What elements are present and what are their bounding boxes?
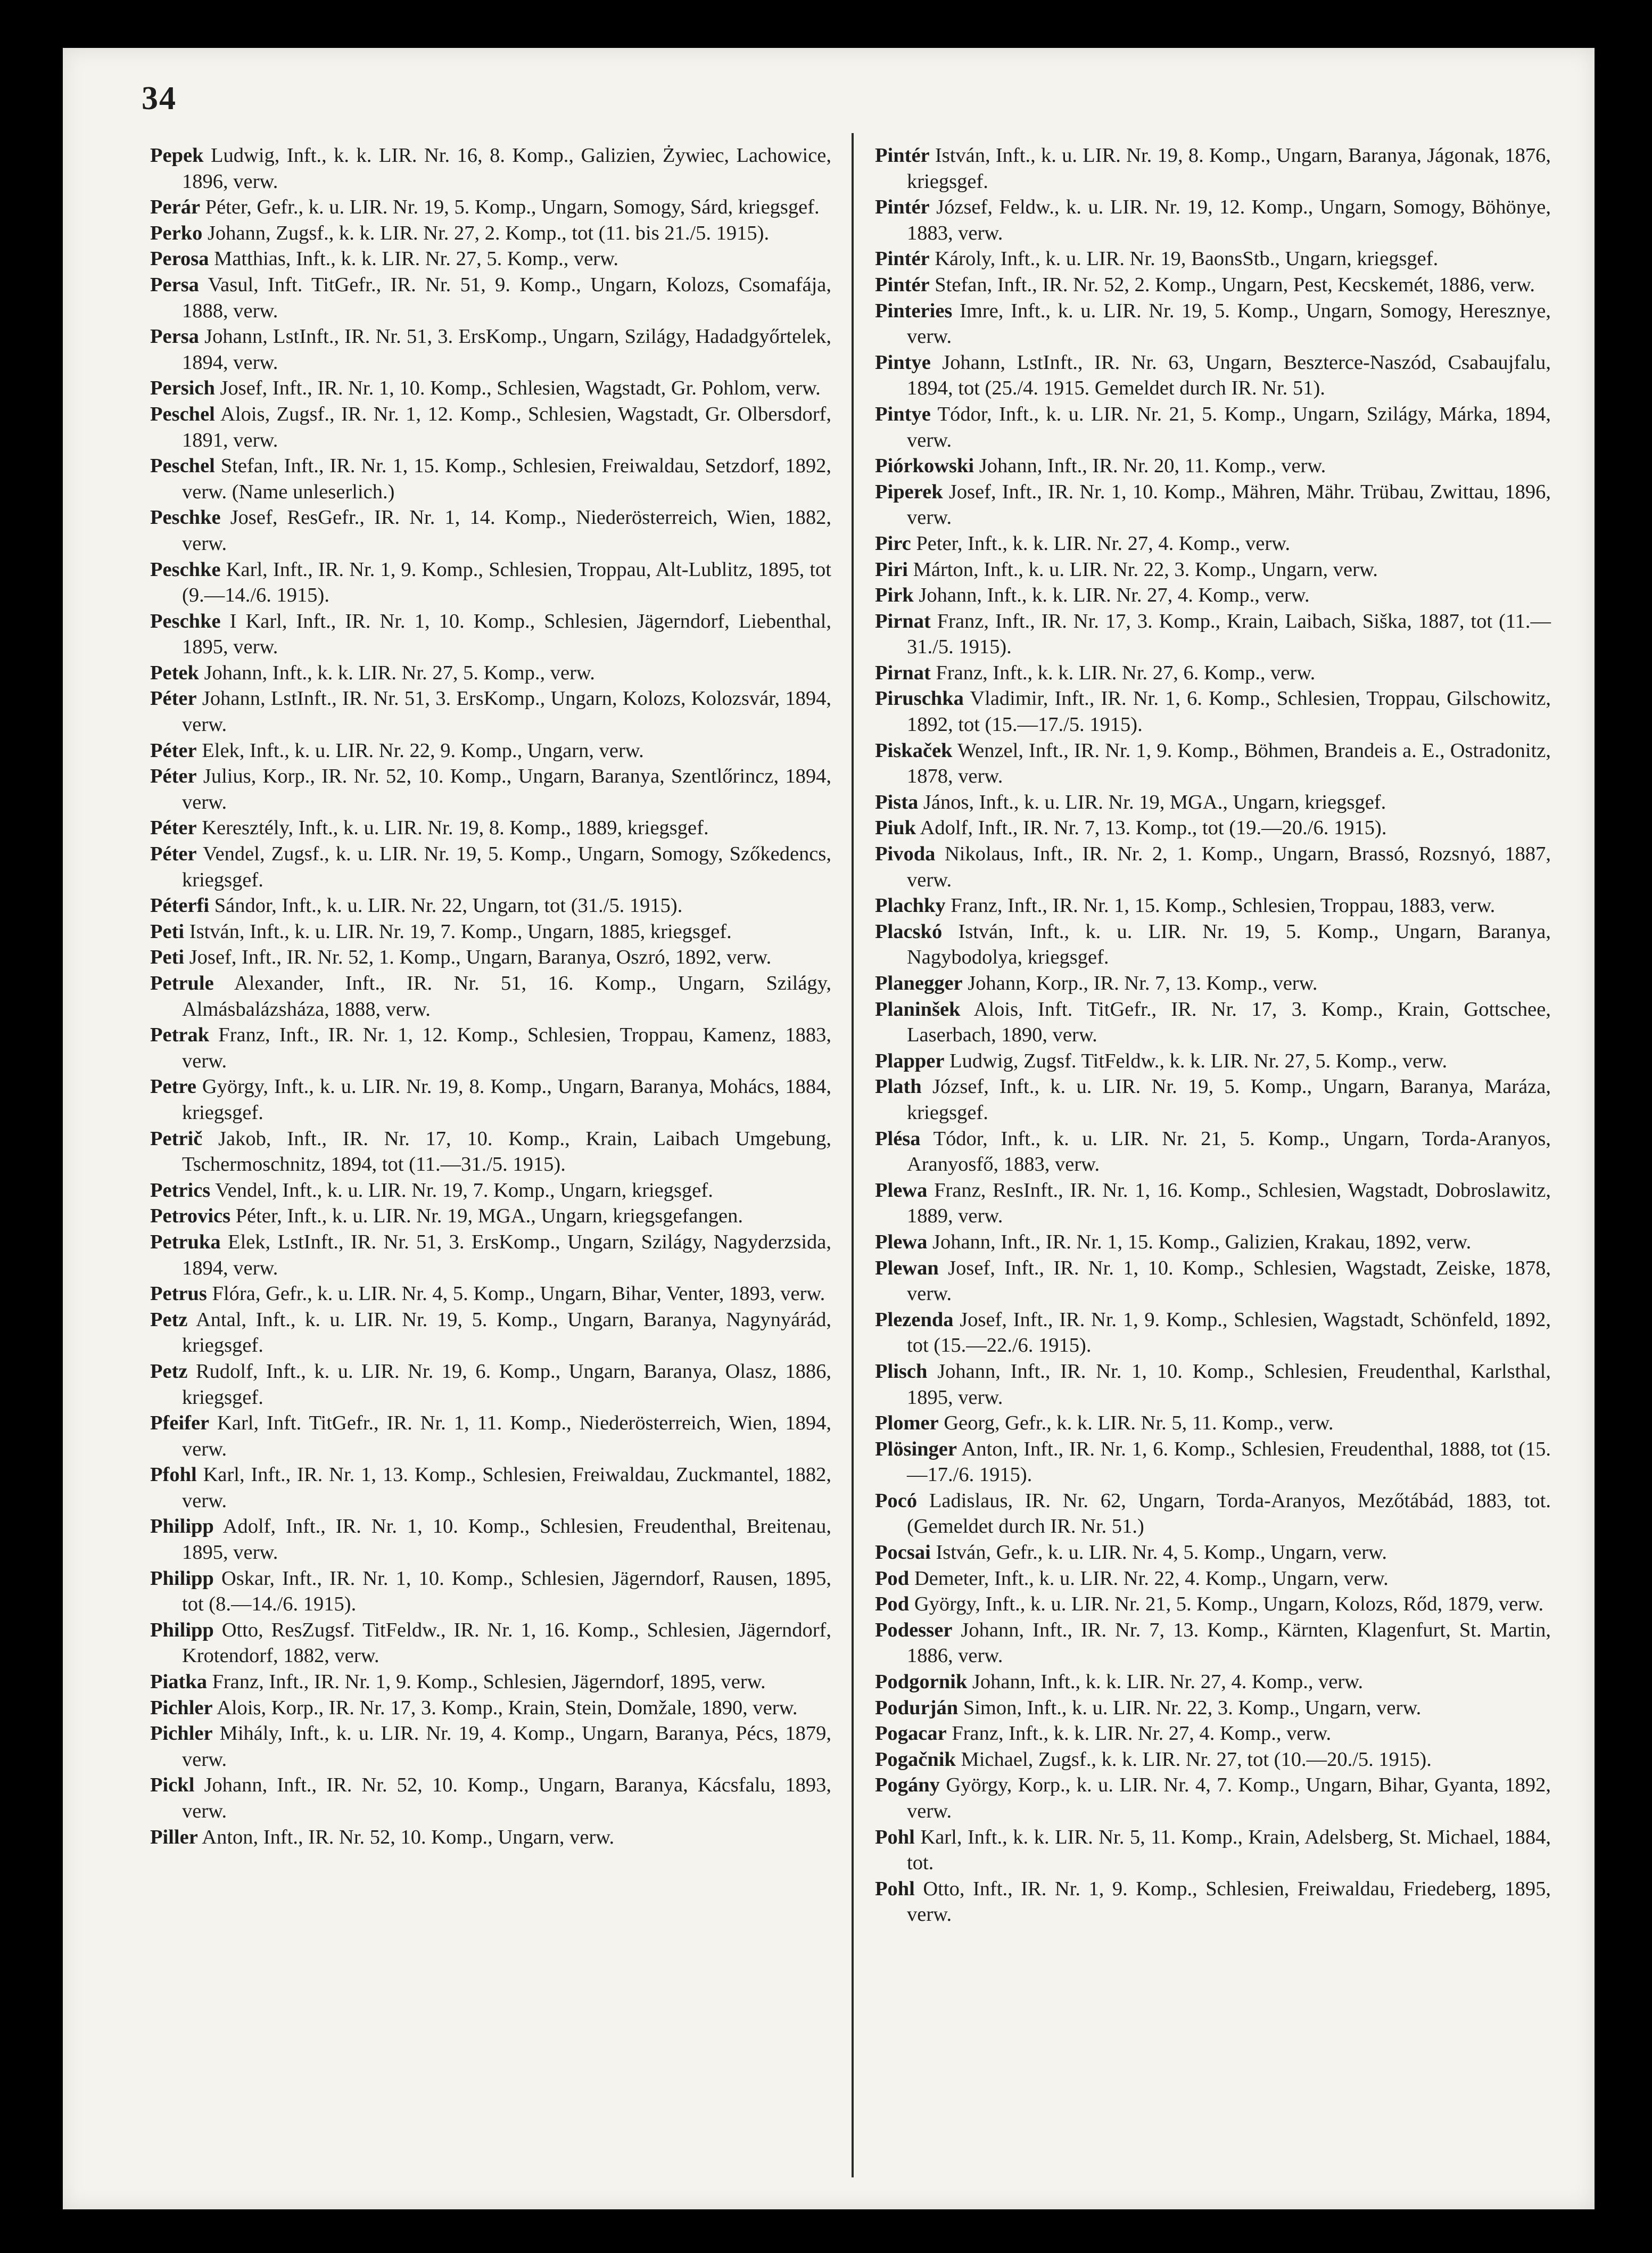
list-item [875, 893, 1551, 919]
entry-details: Josef, Inft., IR. Nr. 1, 10. Komp., Schlesien, Wagstadt, Zeiske, 1878, verw. [907, 1256, 1551, 1305]
entry-surname: Persa [150, 325, 199, 348]
document-page [63, 48, 1595, 2209]
entry-details: Johann, Inft., IR. Nr. 7, 13. Komp., Kärnten, Klagenfurt, St. Martin, 1886, verw. [907, 1618, 1551, 1667]
left-column [150, 143, 831, 1850]
list-item [875, 1126, 1551, 1178]
entry-surname: Pirnat [875, 610, 931, 632]
entry-details: István, Inft., k. u. LIR. Nr. 19, 7. Komp., Ungarn, 1885, kriegsgef. [184, 920, 732, 943]
entry-surname: Peschke [150, 610, 221, 632]
list-item [875, 686, 1551, 737]
entry-details: Anton, Inft., IR. Nr. 1, 6. Komp., Schlesien, Freudenthal, 1888, tot (15.—17./6. 1915). [907, 1437, 1551, 1486]
entry-surname: Plath [875, 1075, 922, 1098]
entry-details: Georg, Gefr., k. k. LIR. Nr. 5, 11. Komp., verw. [938, 1412, 1334, 1435]
entry-details: Johann, Inft., IR. Nr. 20, 11. Komp., verw. [974, 455, 1326, 478]
entry-surname: Podgornik [875, 1671, 968, 1693]
entry-details: Johann, Inft., k. k. LIR. Nr. 27, 4. Komp., verw. [913, 584, 1310, 607]
list-item [150, 1669, 831, 1695]
list-item [875, 246, 1551, 272]
entry-details: I Karl, Inft., IR. Nr. 1, 10. Komp., Schlesien, Jägerndorf, Liebenthal, 1895, verw. [182, 610, 831, 659]
entry-details: Franz, Inft., IR. Nr. 1, 9. Komp., Schlesien, Jägerndorf, 1895, verw. [206, 1671, 766, 1693]
entry-details: Johann, LstInft., IR. Nr. 51, 3. ErsKomp., Ungarn, Szilágy, Hadadgyőrtelek, 1894, verw. [182, 325, 831, 374]
entry-details: Johann, Inft., k. k. LIR. Nr. 27, 5. Komp., verw. [199, 661, 595, 684]
list-item [150, 1824, 831, 1851]
entry-surname: Plisch [875, 1360, 928, 1383]
entry-surname: Petrič [150, 1127, 203, 1150]
list-item [150, 686, 831, 737]
entry-surname: Petre [150, 1075, 196, 1098]
entry-details: Adolf, Inft., IR. Nr. 1, 10. Komp., Schlesien, Freudenthal, Breitenau, 1895, verw. [182, 1515, 831, 1564]
list-item [150, 1721, 831, 1772]
entry-surname: Pintér [875, 196, 930, 219]
entry-surname: Plezenda [875, 1308, 954, 1331]
entry-details: Franz, Inft., IR. Nr. 1, 12. Komp., Schlesien, Troppau, Kamenz, 1883, verw. [182, 1024, 831, 1072]
list-item [150, 660, 831, 686]
entry-details: Péter, Gefr., k. u. LIR. Nr. 19, 5. Komp., Ungarn, Somogy, Sárd, kriegsgef. [200, 196, 820, 219]
list-item [875, 531, 1551, 557]
entry-surname: Pintye [875, 402, 931, 425]
entry-details: Karl, Inft. TitGefr., IR. Nr. 1, 11. Komp., Niederösterreich, Wien, 1894, verw. [182, 1412, 831, 1460]
entry-details: Otto, Inft., IR. Nr. 1, 9. Komp., Schlesien, Freiwaldau, Friedeberg, 1895, verw. [907, 1877, 1551, 1926]
list-item [875, 1721, 1551, 1747]
entry-surname: Péterfi [150, 894, 210, 917]
entry-details: Anton, Inft., IR. Nr. 52, 10. Komp., Ungarn, verw. [197, 1826, 615, 1848]
list-item [875, 298, 1551, 350]
list-item [875, 1436, 1551, 1488]
entry-details: Michael, Zugsf., k. k. LIR. Nr. 27, tot (10.—20./5. 1915). [955, 1748, 1432, 1771]
list-item [150, 401, 831, 453]
page-number: 34 [142, 80, 177, 117]
entry-details: Jakob, Inft., IR. Nr. 17, 10. Komp., Krain, Laibach Umgebung, Tschermoschnitz, 1894, tot (11.—31./5. 1915). [182, 1127, 831, 1176]
entry-details: Wenzel, Inft., IR. Nr. 1, 9. Komp., Böhmen, Brandeis a. E., Ostradonitz, 1878, verw. [907, 739, 1551, 788]
entry-details: János, Inft., k. u. LIR. Nr. 19, MGA., Ungarn, kriegsgef. [918, 791, 1386, 813]
entry-surname: Pichler [150, 1696, 213, 1719]
entry-details: Mihály, Inft., k. u. LIR. Nr. 19, 4. Komp., Ungarn, Baranya, Pécs, 1879, verw. [182, 1722, 831, 1771]
entry-surname: Persa [150, 273, 199, 296]
entry-surname: Peschke [150, 558, 221, 581]
entry-surname: Placskó [875, 920, 943, 943]
list-item [150, 763, 831, 815]
list-item [150, 557, 831, 609]
entry-surname: Pintér [875, 248, 930, 270]
entry-details: Johann, LstInft., IR. Nr. 63, Ungarn, Beszterce-Naszód, Csabaujfalu, 1894, tot (25./4. 1915. Gemeldet durch IR. Nr. 51). [907, 351, 1551, 400]
entry-surname: Podurján [875, 1696, 959, 1719]
entry-surname: Plomer [875, 1412, 939, 1435]
entry-surname: Pod [875, 1567, 910, 1590]
entry-surname: Pfohl [150, 1463, 197, 1486]
entry-details: Keresztély, Inft., k. u. LIR. Nr. 19, 8. Komp., 1889, kriegsgef. [196, 817, 709, 840]
entry-surname: Petz [150, 1308, 188, 1331]
entry-surname: Pintér [875, 273, 930, 296]
entry-details: Alois, Inft. TitGefr., IR. Nr. 17, 3. Komp., Krain, Gottschee, Laserbach, 1890, verw. [907, 998, 1551, 1047]
entry-surname: Pohl [875, 1826, 915, 1848]
list-item [875, 1074, 1551, 1125]
entry-details: Márton, Inft., k. u. LIR. Nr. 22, 3. Komp., Ungarn, verw. [908, 558, 1378, 581]
entry-surname: Petrics [150, 1179, 211, 1202]
entry-details: Flóra, Gefr., k. u. LIR. Nr. 4, 5. Komp., Ungarn, Bihar, Venter, 1893, verw. [206, 1282, 825, 1305]
entry-details: Sándor, Inft., k. u. LIR. Nr. 22, Ungarn, tot (31./5. 1915). [209, 894, 683, 917]
entry-surname: Piperek [875, 480, 943, 503]
list-item [150, 324, 831, 375]
list-item [150, 1307, 831, 1359]
entry-details: Alois, Zugsf., IR. Nr. 1, 12. Komp., Schlesien, Wagstadt, Gr. Olbersdorf, 1891, verw. [182, 402, 831, 451]
entry-details: Vladimir, Inft., IR. Nr. 1, 6. Komp., Schlesien, Troppau, Gilschowitz, 1892, tot (15.—17./5. 1915). [907, 687, 1551, 736]
list-item [875, 841, 1551, 893]
entry-details: Matthias, Inft., k. k. LIR. Nr. 27, 5. Komp., verw. [209, 248, 619, 270]
entry-surname: Pogačnik [875, 1748, 956, 1771]
list-item [875, 738, 1551, 790]
entry-surname: Pintye [875, 351, 931, 374]
list-item [150, 1126, 831, 1178]
list-item [150, 1695, 831, 1721]
entry-details: Rudolf, Inft., k. u. LIR. Nr. 19, 6. Komp., Ungarn, Baranya, Olasz, 1886, kriegsgef. [182, 1360, 831, 1409]
entry-surname: Podesser [875, 1618, 953, 1641]
list-item [150, 453, 831, 505]
list-item [875, 453, 1551, 479]
entry-surname: Pirc [875, 532, 911, 555]
entry-surname: Philipp [150, 1515, 214, 1538]
entry-details: Antal, Inft., k. u. LIR. Nr. 19, 5. Komp., Ungarn, Baranya, Nagynyárád, kriegsgef. [182, 1308, 831, 1357]
entry-surname: Pogacar [875, 1722, 947, 1745]
entry-details: Karl, Inft., k. k. LIR. Nr. 5, 11. Komp., Krain, Adelsberg, St. Michael, 1884, tot. [907, 1826, 1551, 1874]
entry-details: György, Korp., k. u. LIR. Nr. 4, 7. Komp., Ungarn, Bihar, Gyanta, 1892, verw. [907, 1774, 1551, 1822]
list-item [875, 815, 1551, 841]
list-item [875, 609, 1551, 660]
entry-details: Alois, Korp., IR. Nr. 17, 3. Komp., Krain, Stein, Domžale, 1890, verw. [212, 1696, 798, 1719]
list-item [875, 1591, 1551, 1617]
entry-details: Károly, Inft., k. u. LIR. Nr. 19, BaonsStb., Ungarn, kriegsgef. [929, 248, 1439, 270]
entry-surname: Peti [150, 920, 185, 943]
list-item [150, 1203, 831, 1229]
entry-surname: Plewa [875, 1230, 928, 1253]
entry-surname: Plewa [875, 1179, 928, 1202]
entry-details: Josef, Inft., IR. Nr. 1, 9. Komp., Schlesien, Wagstadt, Schönfeld, 1892, tot (15.—22./6. 1915). [907, 1308, 1551, 1357]
list-item [875, 790, 1551, 816]
entry-surname: Pocsai [875, 1541, 931, 1564]
entry-details: Josef, ResGefr., IR. Nr. 1, 14. Komp., Niederösterreich, Wien, 1882, verw. [182, 506, 831, 555]
list-item [875, 1410, 1551, 1436]
entry-surname: Peschel [150, 402, 215, 425]
entry-details: Ludwig, Inft., k. k. LIR. Nr. 16, 8. Komp., Galizien, Żywiec, Lachowice, 1896, verw. [182, 144, 831, 193]
entry-details: Karl, Inft., IR. Nr. 1, 13. Komp., Schlesien, Freiwaldau, Zuckmantel, 1882, verw. [182, 1463, 831, 1512]
entry-details: Franz, Inft., k. k. LIR. Nr. 27, 4. Komp., verw. [946, 1722, 1332, 1745]
list-item [150, 1022, 831, 1074]
list-item [875, 1178, 1551, 1229]
entry-details: Tódor, Inft., k. u. LIR. Nr. 21, 5. Komp., Ungarn, Torda-Aranyos, Aranyosfő, 1883, verw. [907, 1127, 1551, 1176]
entry-surname: Perár [150, 196, 201, 219]
list-item [875, 1359, 1551, 1410]
list-item [875, 1669, 1551, 1695]
list-item [150, 738, 831, 764]
entry-surname: Petrovics [150, 1205, 231, 1228]
list-item [150, 246, 831, 272]
list-item [875, 582, 1551, 609]
entry-surname: Peschel [150, 455, 215, 478]
entry-surname: Planinšek [875, 998, 961, 1021]
entry-surname: Péter [150, 765, 197, 788]
entry-surname: Pirk [875, 584, 914, 607]
entry-surname: Perosa [150, 248, 209, 270]
entry-details: Nikolaus, Inft., IR. Nr. 2, 1. Komp., Ungarn, Brassó, Rozsnyó, 1887, verw. [907, 843, 1551, 891]
entry-surname: Plösinger [875, 1437, 957, 1460]
list-item [875, 350, 1551, 401]
entry-details: József, Feldw., k. u. LIR. Nr. 19, 12. Komp., Ungarn, Somogy, Böhönye, 1883, verw. [907, 196, 1551, 244]
entry-surname: Petrak [150, 1024, 210, 1047]
list-item [150, 375, 831, 401]
entry-details: Vasul, Inft. TitGefr., IR. Nr. 51, 9. Komp., Ungarn, Kolozs, Csomafája, 1888, verw. [182, 273, 831, 322]
entry-surname: Piruschka [875, 687, 964, 710]
list-item [875, 1566, 1551, 1592]
list-item [150, 893, 831, 919]
list-item [875, 997, 1551, 1048]
entry-surname: Pirnat [875, 661, 931, 684]
list-item [875, 1307, 1551, 1359]
entry-details: Elek, Inft., k. u. LIR. Nr. 22, 9. Komp., Ungarn, verw. [196, 739, 644, 762]
list-item [875, 194, 1551, 246]
list-item [150, 815, 831, 841]
entry-details: József, Inft., k. u. LIR. Nr. 19, 5. Komp., Ungarn, Baranya, Maráza, kriegsgef. [907, 1075, 1551, 1124]
list-item [150, 1178, 831, 1204]
list-item [150, 194, 831, 220]
entry-details: Johann, Inft., IR. Nr. 1, 15. Komp., Galizien, Krakau, 1892, verw. [927, 1230, 1472, 1253]
entry-details: György, Inft., k. u. LIR. Nr. 21, 5. Komp., Ungarn, Kolozs, Rőd, 1879, verw. [909, 1593, 1544, 1616]
entry-details: Johann, Inft., IR. Nr. 1, 10. Komp., Schlesien, Freudenthal, Karlsthal, 1895, verw. [907, 1360, 1551, 1409]
entry-details: Ladislaus, IR. Nr. 62, Ungarn, Torda-Aranyos, Mezőtábád, 1883, tot. (Gemeldet durch IR. Nr. 51.) [907, 1489, 1551, 1538]
entry-details: Simon, Inft., k. u. LIR. Nr. 22, 3. Komp., Ungarn, verw. [958, 1696, 1422, 1719]
entry-details: Josef, Inft., IR. Nr. 52, 1. Komp., Ungarn, Baranya, Oszró, 1892, verw. [184, 946, 772, 969]
list-item [150, 1772, 831, 1824]
entry-surname: Plésa [875, 1127, 921, 1150]
list-item [875, 1255, 1551, 1307]
entry-surname: Petrus [150, 1282, 207, 1305]
list-item [150, 971, 831, 1022]
entry-details: Tódor, Inft., k. u. LIR. Nr. 21, 5. Komp., Ungarn, Szilágy, Márka, 1894, verw. [907, 402, 1551, 451]
entry-details: Stefan, Inft., IR. Nr. 52, 2. Komp., Ungarn, Pest, Kecskemét, 1886, verw. [929, 273, 1535, 296]
list-item [150, 220, 831, 246]
list-item [875, 1772, 1551, 1824]
list-item [875, 401, 1551, 453]
entry-surname: Pogány [875, 1774, 940, 1797]
list-item [150, 505, 831, 556]
entry-details: Karl, Inft., IR. Nr. 1, 9. Komp., Schlesien, Troppau, Alt-Lublitz, 1895, tot (9.—14./6. 1915). [182, 558, 831, 607]
entry-details: Demeter, Inft., k. u. LIR. Nr. 22, 4. Komp., Ungarn, verw. [909, 1567, 1389, 1590]
list-item [150, 919, 831, 945]
entry-surname: Plewan [875, 1256, 939, 1279]
entry-details: György, Inft., k. u. LIR. Nr. 19, 8. Komp., Ungarn, Baranya, Mohács, 1884, kriegsgef. [182, 1075, 831, 1124]
list-item [875, 272, 1551, 298]
list-item [150, 1281, 831, 1307]
entry-surname: Philipp [150, 1567, 214, 1590]
entry-details: Ludwig, Zugsf. TitFeldw., k. k. LIR. Nr. 27, 5. Komp., verw. [944, 1049, 1448, 1072]
list-item [875, 1824, 1551, 1876]
entry-surname: Persich [150, 377, 215, 400]
entry-surname: Pivoda [875, 843, 936, 866]
entry-details: Josef, Inft., IR. Nr. 1, 10. Komp., Schlesien, Wagstadt, Gr. Pohlom, verw. [214, 377, 821, 400]
list-item [150, 1617, 831, 1669]
entry-details: Franz, ResInft., IR. Nr. 1, 16. Komp., Schlesien, Wagstadt, Dobroslawitz, 1889, verw. [907, 1179, 1551, 1228]
entry-details: Peter, Inft., k. k. LIR. Nr. 27, 4. Komp., verw. [911, 532, 1291, 555]
entry-details: István, Inft., k. u. LIR. Nr. 19, 5. Komp., Ungarn, Baranya, Nagybodolya, kriegsgef. [907, 920, 1551, 969]
list-item [875, 1488, 1551, 1540]
entry-details: Oskar, Inft., IR. Nr. 1, 10. Komp., Schlesien, Jägerndorf, Rausen, 1895, tot (8.—14./6. 1915). [182, 1567, 831, 1616]
column-divider [852, 133, 854, 2177]
entry-surname: Pohl [875, 1877, 915, 1900]
list-item [150, 1462, 831, 1514]
entry-surname: Petruka [150, 1230, 221, 1253]
entry-details: Adolf, Inft., IR. Nr. 7, 13. Komp., tot (19.—20./6. 1915). [916, 817, 1387, 840]
list-item [875, 971, 1551, 997]
list-item [150, 272, 831, 324]
entry-details: Johann, Inft., IR. Nr. 52, 10. Komp., Ungarn, Baranya, Kácsfalu, 1893, verw. [182, 1774, 831, 1822]
list-item [150, 1359, 831, 1410]
entry-details: Vendel, Zugsf., k. u. LIR. Nr. 19, 5. Komp., Ungarn, Somogy, Szőkedencs, kriegsgef. [182, 843, 831, 891]
list-item [875, 1617, 1551, 1669]
list-item [875, 1876, 1551, 1928]
entry-details: István, Gefr., k. u. LIR. Nr. 4, 5. Komp., Ungarn, verw. [930, 1541, 1387, 1564]
list-item [875, 479, 1551, 531]
entry-surname: Pepek [150, 144, 204, 167]
list-item [875, 919, 1551, 971]
entry-details: Imre, Inft., k. u. LIR. Nr. 19, 5. Komp., Ungarn, Somogy, Heresznye, verw. [907, 299, 1551, 348]
entry-surname: Plachky [875, 894, 946, 917]
entry-surname: Pod [875, 1593, 910, 1616]
list-item [150, 143, 831, 194]
list-item [150, 1410, 831, 1462]
list-item [875, 1695, 1551, 1721]
entry-surname: Piuk [875, 817, 916, 840]
entry-details: Franz, Inft., k. k. LIR. Nr. 27, 6. Komp., verw. [930, 661, 1316, 684]
list-item [150, 1074, 831, 1125]
entry-details: Stefan, Inft., IR. Nr. 1, 15. Komp., Schlesien, Freiwaldau, Setzdorf, 1892, verw. (Name unleserlich.) [182, 455, 831, 503]
entry-details: Vendel, Inft., k. u. LIR. Nr. 19, 7. Komp., Ungarn, kriegsgef. [210, 1179, 713, 1202]
entry-details: Josef, Inft., IR. Nr. 1, 10. Komp., Mähren, Mähr. Trübau, Zwittau, 1896, verw. [907, 480, 1551, 529]
entry-surname: Péter [150, 739, 197, 762]
entry-surname: Piller [150, 1826, 198, 1848]
entry-surname: Pfeifer [150, 1412, 210, 1435]
entry-surname: Peschke [150, 506, 221, 529]
list-item [150, 609, 831, 660]
entry-surname: Pichler [150, 1722, 213, 1745]
entry-details: Elek, LstInft., IR. Nr. 51, 3. ErsKomp., Ungarn, Szilágy, Nagyderzsida, 1894, verw. [182, 1230, 831, 1279]
entry-details: István, Inft., k. u. LIR. Nr. 19, 8. Komp., Ungarn, Baranya, Jágonak, 1876, kriegsgef. [907, 144, 1551, 193]
entry-surname: Piórkowski [875, 455, 974, 478]
entry-details: Johann, Korp., IR. Nr. 7, 13. Komp., verw. [962, 972, 1318, 994]
entry-details: Johann, Zugsf., k. k. LIR. Nr. 27, 2. Komp., tot (11. bis 21./5. 1915). [202, 221, 770, 244]
entry-details: Johann, Inft., k. k. LIR. Nr. 27, 4. Komp., verw. [967, 1671, 1364, 1693]
list-item [875, 143, 1551, 194]
entry-surname: Pickl [150, 1774, 195, 1797]
entry-surname: Pocó [875, 1489, 918, 1512]
list-item [150, 841, 831, 893]
list-item [150, 944, 831, 971]
entry-surname: Petek [150, 661, 199, 684]
list-item [875, 557, 1551, 583]
entry-surname: Plapper [875, 1049, 945, 1072]
entry-details: Franz, Inft., IR. Nr. 17, 3. Komp., Krain, Laibach, Siška, 1887, tot (11.—31./5. 1915). [907, 610, 1551, 659]
entry-surname: Péter [150, 843, 197, 866]
entry-surname: Pintér [875, 144, 930, 167]
entry-surname: Peti [150, 946, 185, 969]
list-item [150, 1514, 831, 1565]
list-item [150, 1566, 831, 1617]
entry-details: Julius, Korp., IR. Nr. 52, 10. Komp., Ungarn, Baranya, Szentlőrincz, 1894, verw. [182, 765, 831, 813]
entry-details: Péter, Inft., k. u. LIR. Nr. 19, MGA., Ungarn, kriegsgefangen. [230, 1205, 743, 1228]
entry-details: Alexander, Inft., IR. Nr. 51, 16. Komp., Ungarn, Szilágy, Almásbalázsháza, 1888, verw. [182, 972, 831, 1021]
list-item [875, 660, 1551, 686]
list-item [875, 1048, 1551, 1074]
list-item [875, 1229, 1551, 1255]
list-item [875, 1540, 1551, 1566]
entry-details: Johann, LstInft., IR. Nr. 51, 3. ErsKomp., Ungarn, Kolozs, Kolozsvár, 1894, verw. [182, 687, 831, 736]
entry-surname: Péter [150, 817, 197, 840]
entry-surname: Piatka [150, 1671, 207, 1693]
entry-surname: Piskaček [875, 739, 953, 762]
right-column [875, 143, 1551, 1928]
entry-details: Otto, ResZugsf. TitFeldw., IR. Nr. 1, 16. Komp., Schlesien, Jägerndorf, Krotendorf, 1882, verw. [182, 1618, 831, 1667]
list-item [150, 1229, 831, 1281]
list-item [875, 1747, 1551, 1773]
entry-surname: Petrule [150, 972, 214, 994]
entry-surname: Planegger [875, 972, 963, 994]
entry-surname: Pinteries [875, 299, 953, 322]
entry-surname: Péter [150, 687, 197, 710]
entry-surname: Petz [150, 1360, 188, 1383]
entry-surname: Pista [875, 791, 919, 813]
entry-details: Franz, Inft., IR. Nr. 1, 15. Komp., Schlesien, Troppau, 1883, verw. [945, 894, 1496, 917]
entry-surname: Philipp [150, 1618, 214, 1641]
entry-surname: Perko [150, 221, 203, 244]
entry-surname: Piri [875, 558, 908, 581]
